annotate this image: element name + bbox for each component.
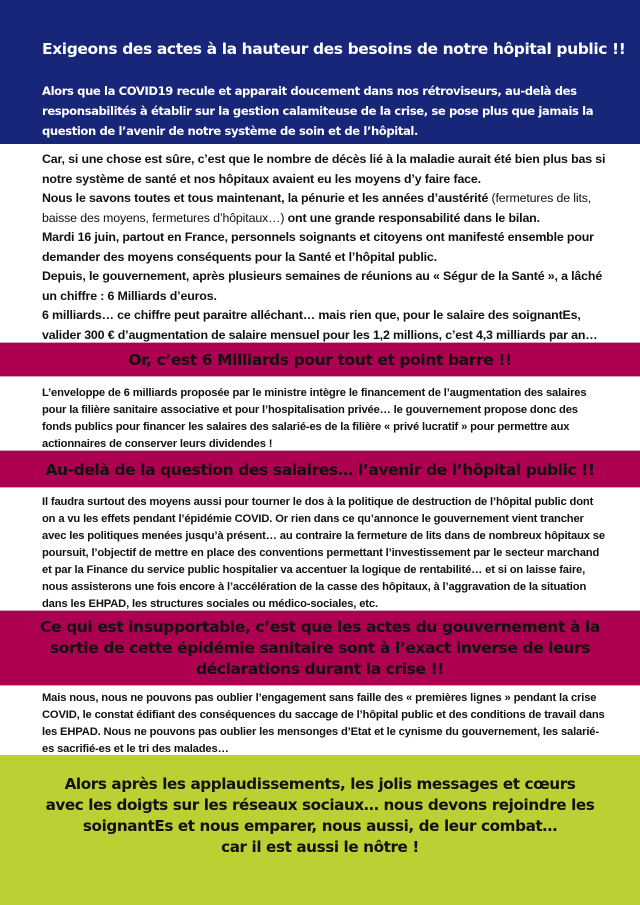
section-heading: Au-delà de la question des salaires… l’avenir de l’hôpital public !! <box>45 461 595 479</box>
section-heading-band-3 <box>0 610 640 686</box>
section-3-text: Il faudra surtout des moyens aussi pour tourner le dos à la politique de destruction de l’hôpital public dont on a vu les effets pendant l’épidémie COVID. Or rien dans ce qu’annonce le gouvernement vient trancher avec les politiques menées jusqu’à présent… au contraire la fermeture de lits dans de nombreux hôpitaux se poursuit, l’objectif de mettre en place des conventions permettant l’investissement par le secteur marchand et par la Finance du service public hospitalier va accentuer la logique de rentabilité… et si on laisse faire, nous assisterons une fois encore à l’accélération de la casse des hôpitaux, à l’aggravation de la situation dans les EHPAD, les structures sociales ou médico-sociales, etc. <box>42 496 605 610</box>
bold-text: Nous le savons toutes et tous maintenant, la pénurie et les années d’austérité <box>42 191 489 205</box>
section-2-text: L’enveloppe de 6 milliards proposée par le ministre intègre le financement de l’augmentation des salaires pour la filière sanitaire associative et pour l’hospitalisation privée… le gouvernement propose donc des fonds publics pour financer les salaires des salarié-es de la filière « privé lucratif » pour permettre aux actionnaires de conserver leurs dividendes ! <box>42 387 587 450</box>
page-title: Exigeons des actes à la hauteur des besoins de notre hôpital public !! <box>42 40 626 58</box>
paragraph: Mardi 16 juin, partout en France, personnels soignants et citoyens ont manifesté ensemble pour demander des moyens conséquents pour la Santé et l’hôpital public. <box>42 230 594 264</box>
section-1-text <box>42 150 607 345</box>
bold-text: ont une grande responsabilité dans le bilan. <box>287 210 540 225</box>
section-4-text: Mais nous, nous ne pouvons pas oublier l’engagement sans faille des « premières lignes » pendant la crise COVID, le constat édifiant des conséquences du saccage de l’hôpital public et des conditions de travail dans les EHPAD. Nous ne pouvons pas oublier les mensonges d’Etat et le cynisme du gouvernement, les salarié-es sacrifié-es et le tri des malades… <box>42 692 605 755</box>
header-banner <box>0 0 640 144</box>
closing-message <box>45 774 595 858</box>
section-heading: Or, c’est 6 Milliards pour tout et point barre !! <box>128 351 512 369</box>
paragraph: Car, si une chose est sûre, c’est que le nombre de décès lié à la maladie aurait été bien plus bas si notre système de santé et nos hôpitaux avaient eu les moyens d’y faire face. <box>42 152 606 186</box>
paragraph: Depuis, le gouvernement, après plusieurs semaines de réunions au « Ségur de la Santé », a lâché un chiffre : 6 Milliards d’euros. <box>42 269 603 303</box>
closing-line: Alors après les applaudissements, les jolis messages et cœurs avec les doigts sur les réseaux sociaux… nous devons rejoindre les soignantEs et nous emparer, nous aussi, de leur combat… <box>45 775 595 835</box>
section-heading-band-2 <box>0 450 640 488</box>
closing-line: car il est aussi le nôtre ! <box>221 838 419 856</box>
intro-paragraph: Alors que la COVID19 recule et apparait doucement dans nos rétroviseurs, au-delà des responsabilités à établir sur la gestion calamiteuse de la crise, se pose plus que jamais la question de l’avenir de notre système de soin et de l’hôpital. <box>42 84 594 138</box>
closing-banner <box>0 755 640 905</box>
section-heading-band-1 <box>0 342 640 377</box>
paragraph: 6 milliards… ce chiffre peut paraitre alléchant… mais rien que, pour le salaire des soignantEs, valider 300 € d’augmentation de salaire mensuel pour les 1,2 millions, c’est 4,3 milliards par an… <box>42 308 598 342</box>
normal-text: (fermetures de lits, baisse des moyens, fermetures d’hôpitaux…) <box>42 191 592 225</box>
paragraph <box>42 189 607 228</box>
section-heading: Ce qui est insupportable, c’est que les actes du gouvernement à la sortie de cette épidémie sanitaire sont à l’exact inverse de leurs déclarations durant la crise !! <box>40 618 600 678</box>
